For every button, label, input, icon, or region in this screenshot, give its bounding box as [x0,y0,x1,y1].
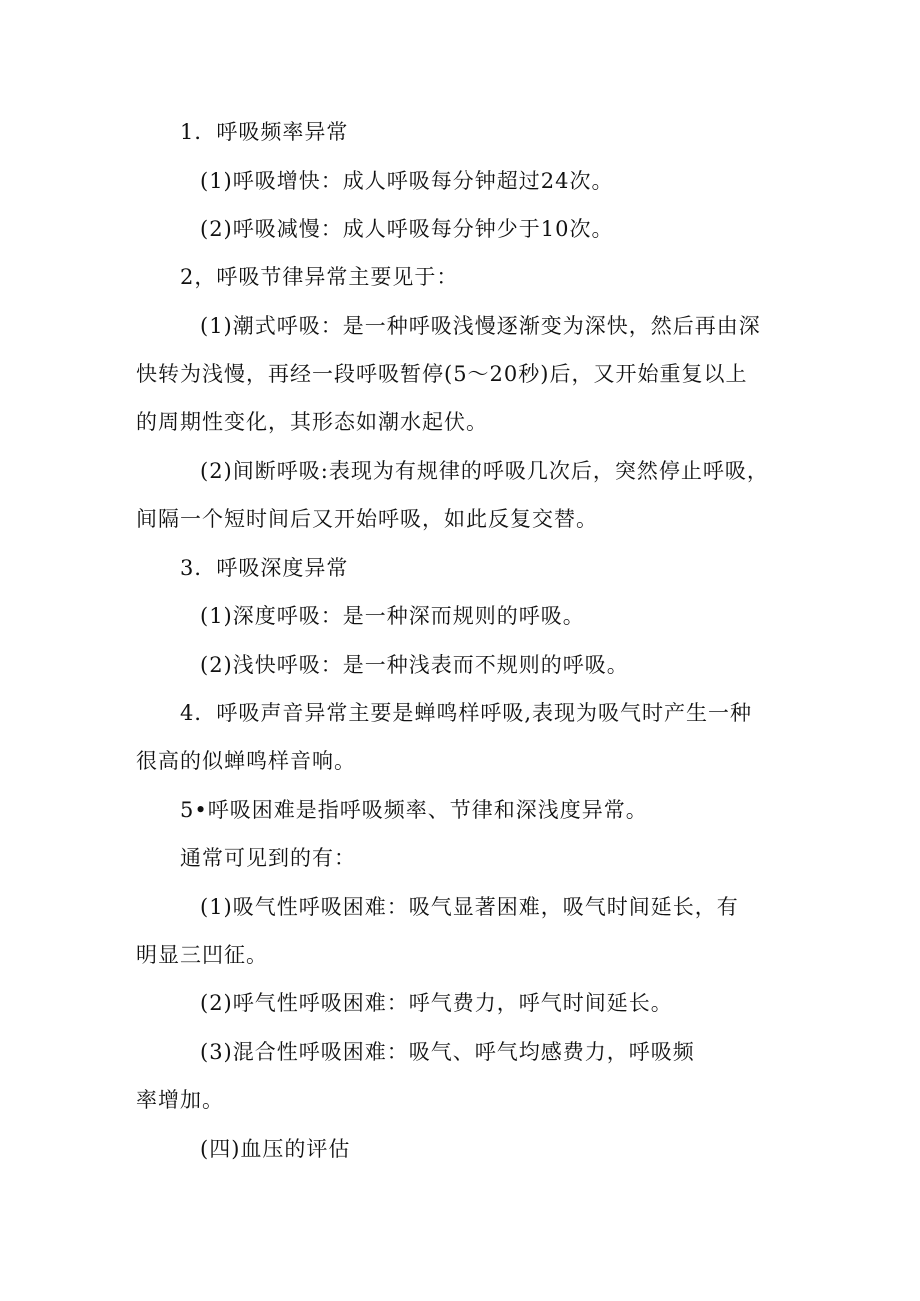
text-rate-decrease: (2)呼吸减慢：成人呼吸每分钟少于10次。 [200,217,614,241]
text-tidal-breathing-2: 快转为浅慢，再经一段呼吸暂停(5～20秒)后，又开始重复以上 [136,362,748,386]
text-mixed-dyspnea-2: 率增加。 [136,1088,224,1112]
text-rate-increase: (1)呼吸增快：成人呼吸每分钟超过24次。 [200,169,614,193]
text-inspiratory-dyspnea-2: 明显三凹征。 [136,943,268,967]
text-respiratory-sound-2: 很高的似蝉鸣样音响。 [136,749,356,773]
text-common-types: 通常可见到的有： [180,846,356,870]
text-inspiratory-dyspnea-1: (1)吸气性呼吸困难：吸气显著困难，吸气时间延长，有 [200,895,739,919]
text-respiratory-sound-1: 4．呼吸声音异常主要是蝉鸣样呼吸,表现为吸气时产生一种 [180,701,753,725]
text-tidal-breathing-1: (1)潮式呼吸：是一种呼吸浅慢逐渐变为深快，然后再由深 [200,314,761,338]
heading-blood-pressure: (四)血压的评估 [200,1137,351,1161]
text-intermittent-breathing-1: (2)间断呼吸:表现为有规律的呼吸几次后，突然停止呼吸， [200,459,769,483]
heading-respiratory-rate: 1．呼吸频率异常 [180,120,349,144]
text-intermittent-breathing-2: 间隔一个短时间后又开始呼吸，如此反复交替。 [136,507,598,531]
text-expiratory-dyspnea: (2)呼气性呼吸困难：呼气费力，呼气时间延长。 [200,991,673,1015]
text-dyspnea-definition: 5•呼吸困难是指呼吸频率、节律和深浅度异常。 [180,798,648,822]
text-shallow-breathing: (2)浅快呼吸：是一种浅表而不规则的呼吸。 [200,653,629,677]
text-mixed-dyspnea-1: (3)混合性呼吸困难：吸气、呼气均感费力，呼吸频 [200,1040,695,1064]
text-deep-breathing: (1)深度呼吸：是一种深而规则的呼吸。 [200,604,585,628]
text-tidal-breathing-3: 的周期性变化，其形态如潮水起伏。 [136,410,488,434]
heading-respiratory-rhythm: 2，呼吸节律异常主要见于： [180,265,459,289]
heading-respiratory-depth: 3．呼吸深度异常 [180,556,349,580]
